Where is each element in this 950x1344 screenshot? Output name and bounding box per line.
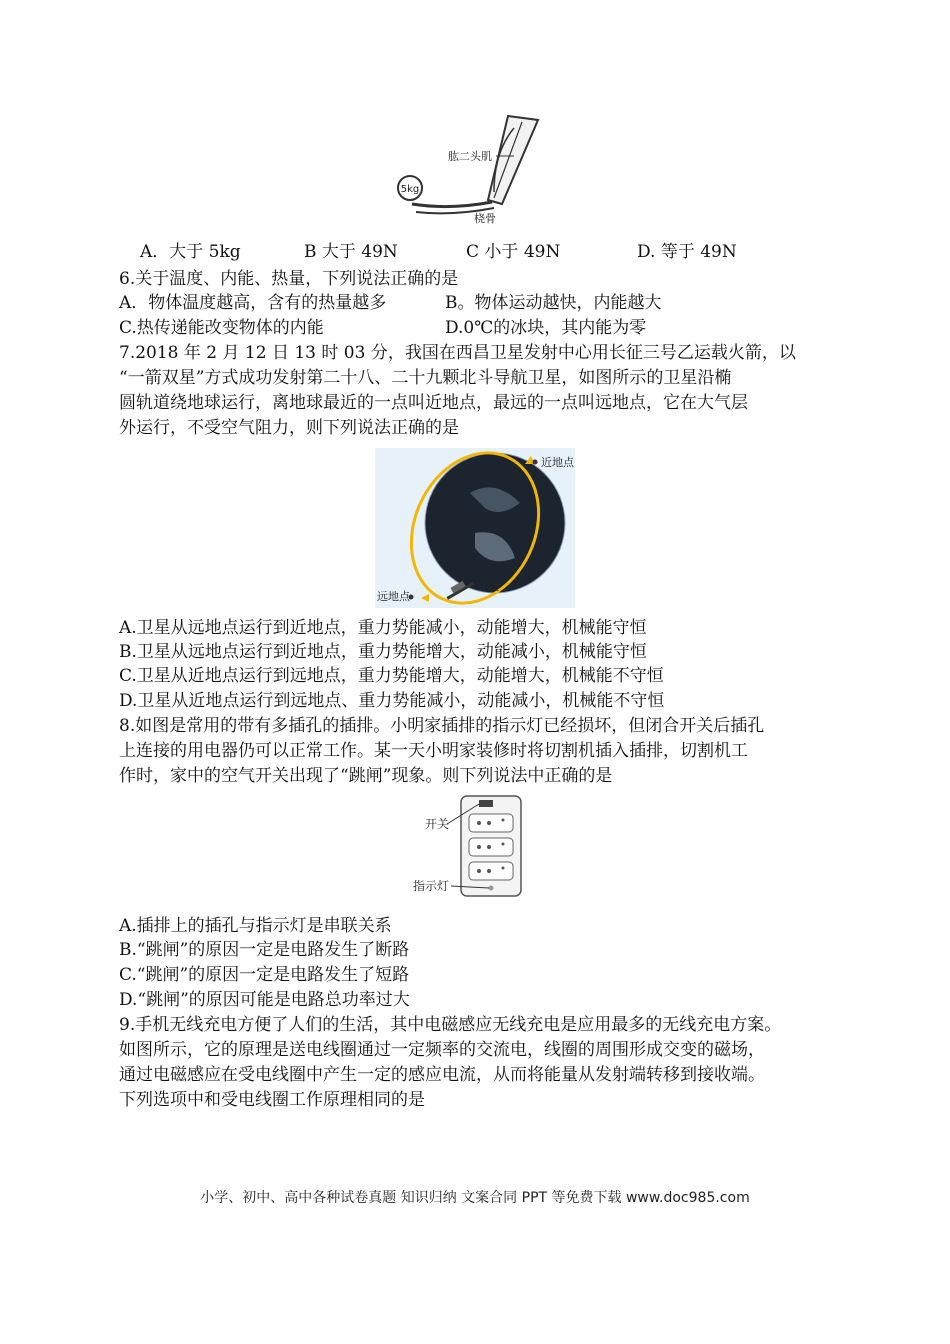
- q6-stem: 6.关于温度、内能、热量，下列说法正确的是: [119, 269, 459, 289]
- q8-stem-line-1: 8.如图是常用的带有多插孔的插排。小明家插排的指示灯已经损坏，但闭合开关后插孔: [119, 716, 765, 736]
- bone-label: 桡骨: [474, 212, 496, 225]
- indicator-label: 指示灯: [413, 879, 450, 893]
- weight-label: 5kg: [400, 184, 420, 195]
- q8-option-c: C.“跳闸”的原因一定是电路发生了短路: [119, 965, 410, 985]
- q6-option-c: C.热传递能改变物体的内能: [119, 318, 324, 338]
- q6-option-b: B。物体运动越快，内能越大: [445, 293, 662, 313]
- q8-option-a: A.插排上的插孔与指示灯是串联关系: [119, 916, 392, 936]
- arm-figure: [390, 112, 550, 227]
- q5-option-b: B 大于 49N: [304, 242, 398, 262]
- q5-option-a: A．大于 5kg: [140, 242, 241, 262]
- q6-option-a: A．物体温度越高，含有的热量越多: [119, 293, 387, 313]
- q7-stem-line-4: 外运行，不受空气阻力，则下列说法正确的是: [119, 418, 459, 438]
- muscle-label: 肱二头肌: [448, 150, 492, 163]
- q7-option-a: A.卫星从远地点运行到近地点，重力势能减小，动能增大，机械能守恒: [119, 618, 647, 638]
- q8-stem-line-3: 作时，家中的空气开关出现了“跳闸”现象。则下列说法中正确的是: [119, 766, 613, 786]
- q8-stem-line-2: 上连接的用电器仍可以正常工作。某一天小明家装修时将切割机插入插排，切割机工: [119, 741, 748, 761]
- q9-stem-line-4: 下列选项中和受电线圈工作原理相同的是: [119, 1090, 425, 1110]
- apogee-label: 远地点: [377, 590, 410, 603]
- satellite-orbit-figure: [375, 448, 575, 608]
- q8-option-d: D.“跳闸”的原因可能是电路总功率过大: [119, 990, 410, 1010]
- perigee-label: 近地点: [541, 456, 574, 469]
- q5-option-c: C 小于 49N: [466, 242, 561, 262]
- q7-stem-line-1: 7.2018 年 2 月 12 日 13 时 03 分，我国在西昌卫星发射中心用长征三号乙运载火箭，以: [119, 343, 796, 363]
- q9-stem-line-3: 通过电磁感应在受电线圈中产生一定的感应电流，从而将能量从发射端转移到接收端。: [119, 1065, 765, 1085]
- q7-option-b: B.卫星从远地点运行到近地点，重力势能增大，动能减小，机械能守恒: [119, 642, 647, 662]
- q9-stem-line-2: 如图所示，它的原理是送电线圈通过一定频率的交流电，线圈的周围形成交变的磁场，: [119, 1040, 765, 1060]
- q8-option-b: B.“跳闸”的原因一定是电路发生了断路: [119, 940, 410, 960]
- q5-option-d: D. 等于 49N: [637, 242, 737, 262]
- q7-stem-line-2: “一箭双星”方式成功发射第二十八、二十九颗北斗导航卫星，如图所示的卫星沿椭: [119, 368, 732, 388]
- satellite-label: 卫星: [477, 580, 499, 593]
- page-footer: 小学、初中、高中各种试卷真题 知识归纳 文案合同 PPT 等免费下载 www.doc985.com: [200, 1190, 750, 1206]
- q7-stem-line-3: 圆轨道绕地球运行，离地球最近的一点叫近地点，最远的一点叫远地点，它在大气层: [119, 393, 748, 413]
- q7-option-c: C.卫星从近地点运行到远地点，重力势能增大，动能增大，机械能不守恒: [119, 666, 664, 686]
- q9-stem-line-1: 9.手机无线充电方便了人们的生活，其中电磁感应无线充电是应用最多的无线充电方案。: [119, 1015, 782, 1035]
- q7-option-d: D.卫星从近地点运行到远地点、重力势能减小，动能减小，机械能不守恒: [119, 691, 665, 711]
- switch-label: 开关: [425, 817, 450, 831]
- power-strip-figure: [405, 790, 545, 902]
- q6-option-d: D.0℃的冰块，其内能为零: [445, 318, 647, 338]
